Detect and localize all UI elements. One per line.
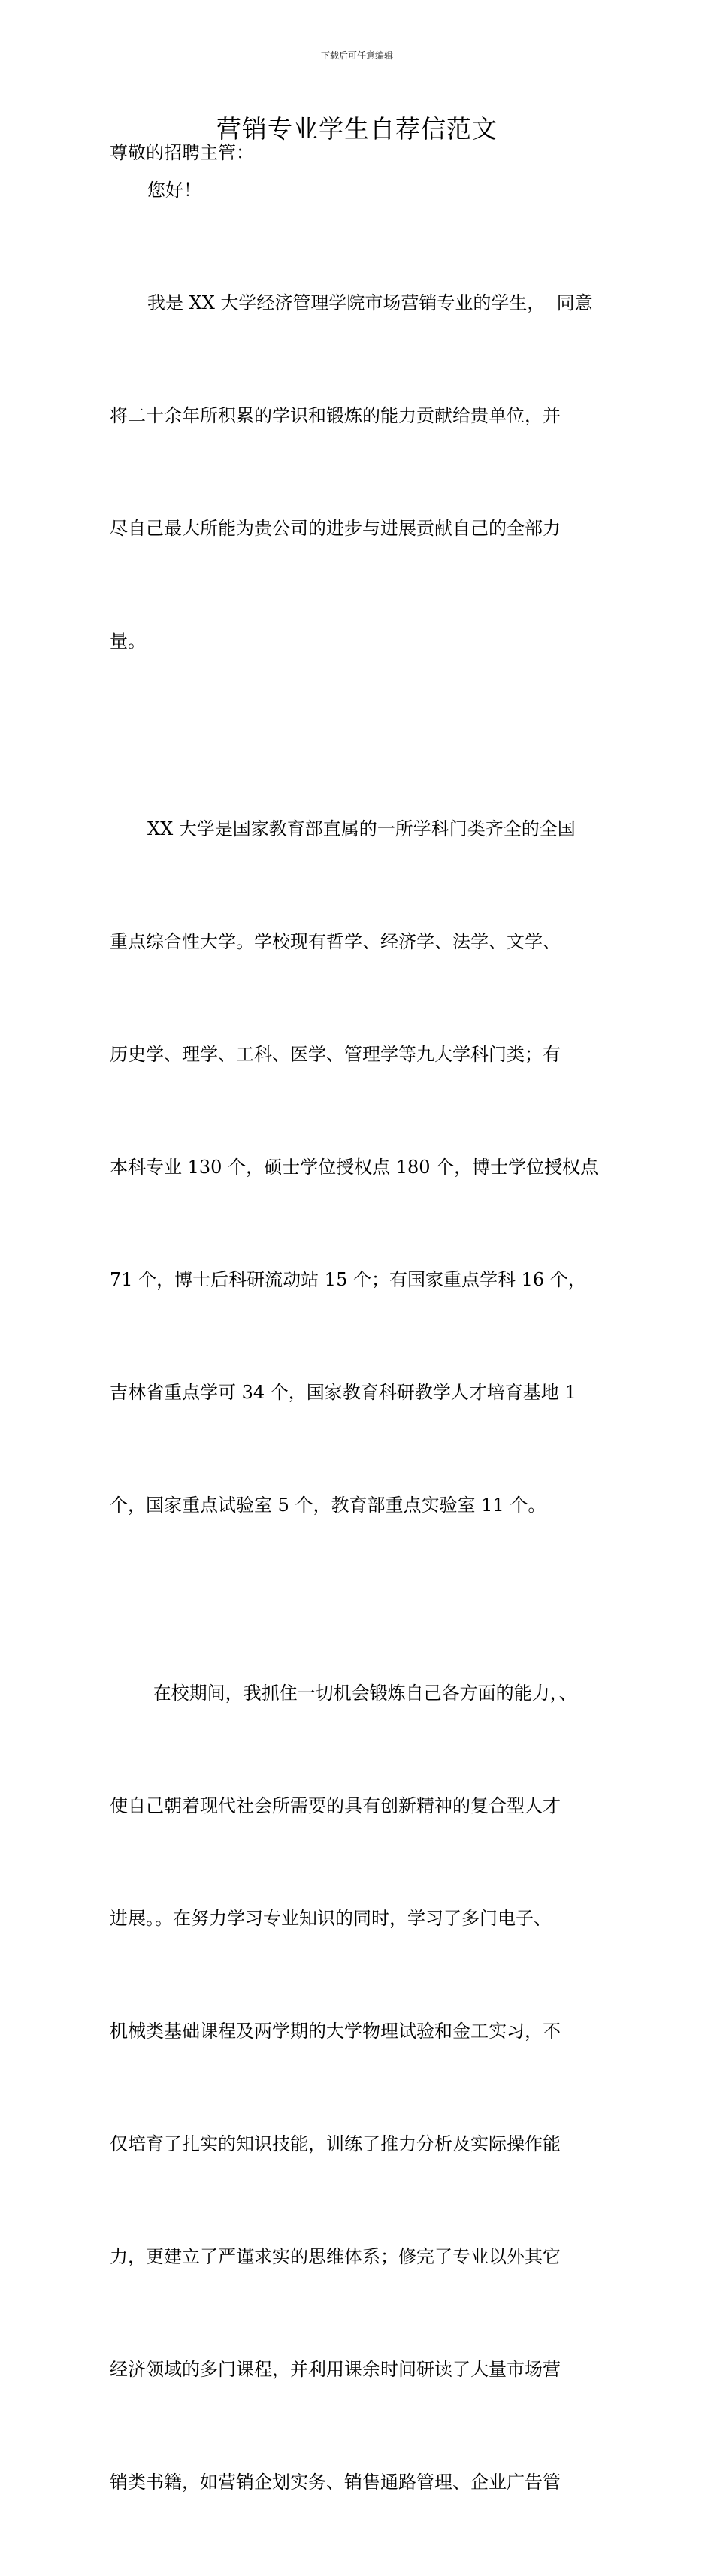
text-line: 机械类基础课程及两学期的大学物理试验和金工实习，不 xyxy=(110,2021,561,2042)
paragraph-intro xyxy=(110,209,612,735)
text-line: 个，国家重点试验室 5 个，教育部重点实验室 11 个。 xyxy=(110,1495,546,1516)
text-line: 71 个，博士后科研流动站 15 个；有国家重点学科 16 个， xyxy=(110,1269,586,1290)
text-line: 销类书籍，如营销企划实务、销售通路管理、企业广告管 xyxy=(110,2472,561,2493)
text-line: 我是 XX 大学经济管理学院市场营销专业的学生， 同意 xyxy=(147,292,593,313)
salutation: 尊敬的招聘主管： xyxy=(110,142,254,163)
text-line: 尽自己最大所能为贵公司的进步与进展贡献自己的全部力 xyxy=(110,518,561,539)
text-line: 本科专业 130 个，硕士学位授权点 180 个，博士学位授权点 xyxy=(110,1156,599,1178)
text-line: XX 大学是国家教育部直属的一所学科门类齐全的全国 xyxy=(147,818,576,839)
letter-body xyxy=(110,134,612,2576)
paragraph-study xyxy=(110,1599,612,2576)
text-line: 将二十余年所积累的学识和锻炼的能力贡献给贵单位，并 xyxy=(110,405,561,426)
greeting: 您好！ xyxy=(147,180,201,201)
text-line: 在校期间，我抓住一切机会锻炼自己各方面的能力，、 xyxy=(147,1683,577,1704)
text-line: 重点综合性大学。学校现有哲学、经济学、法学、文学、 xyxy=(110,931,561,952)
text-line: 使自己朝着现代社会所需要的具有创新精神的复合型人才 xyxy=(110,1795,561,1816)
text-line: 量。 xyxy=(110,630,146,652)
header-note: 下载后可任意编辑 xyxy=(320,50,393,61)
text-line: 仅培育了扎实的知识技能，训练了推力分析及实际操作能 xyxy=(110,2133,561,2154)
text-line: 吉林省重点学可 34 个，国家教育科研教学人才培育基地 1 xyxy=(110,1382,576,1403)
document-title: 营销专业学生自荐信范文 xyxy=(216,114,498,144)
text-line: 历史学、理学、工科、医学、管理学等九大学科门类；有 xyxy=(110,1044,561,1065)
text-line: 经济领域的多门课程，并利用课余时间研读了大量市场营 xyxy=(110,2359,561,2380)
paragraph-university xyxy=(110,735,612,1599)
text-line: 力，更建立了严谨求实的思维体系；修完了专业以外其它 xyxy=(110,2246,561,2267)
text-line: 进展。。在努力学习专业知识的同时，学习了多门电子、 xyxy=(110,1908,552,1929)
